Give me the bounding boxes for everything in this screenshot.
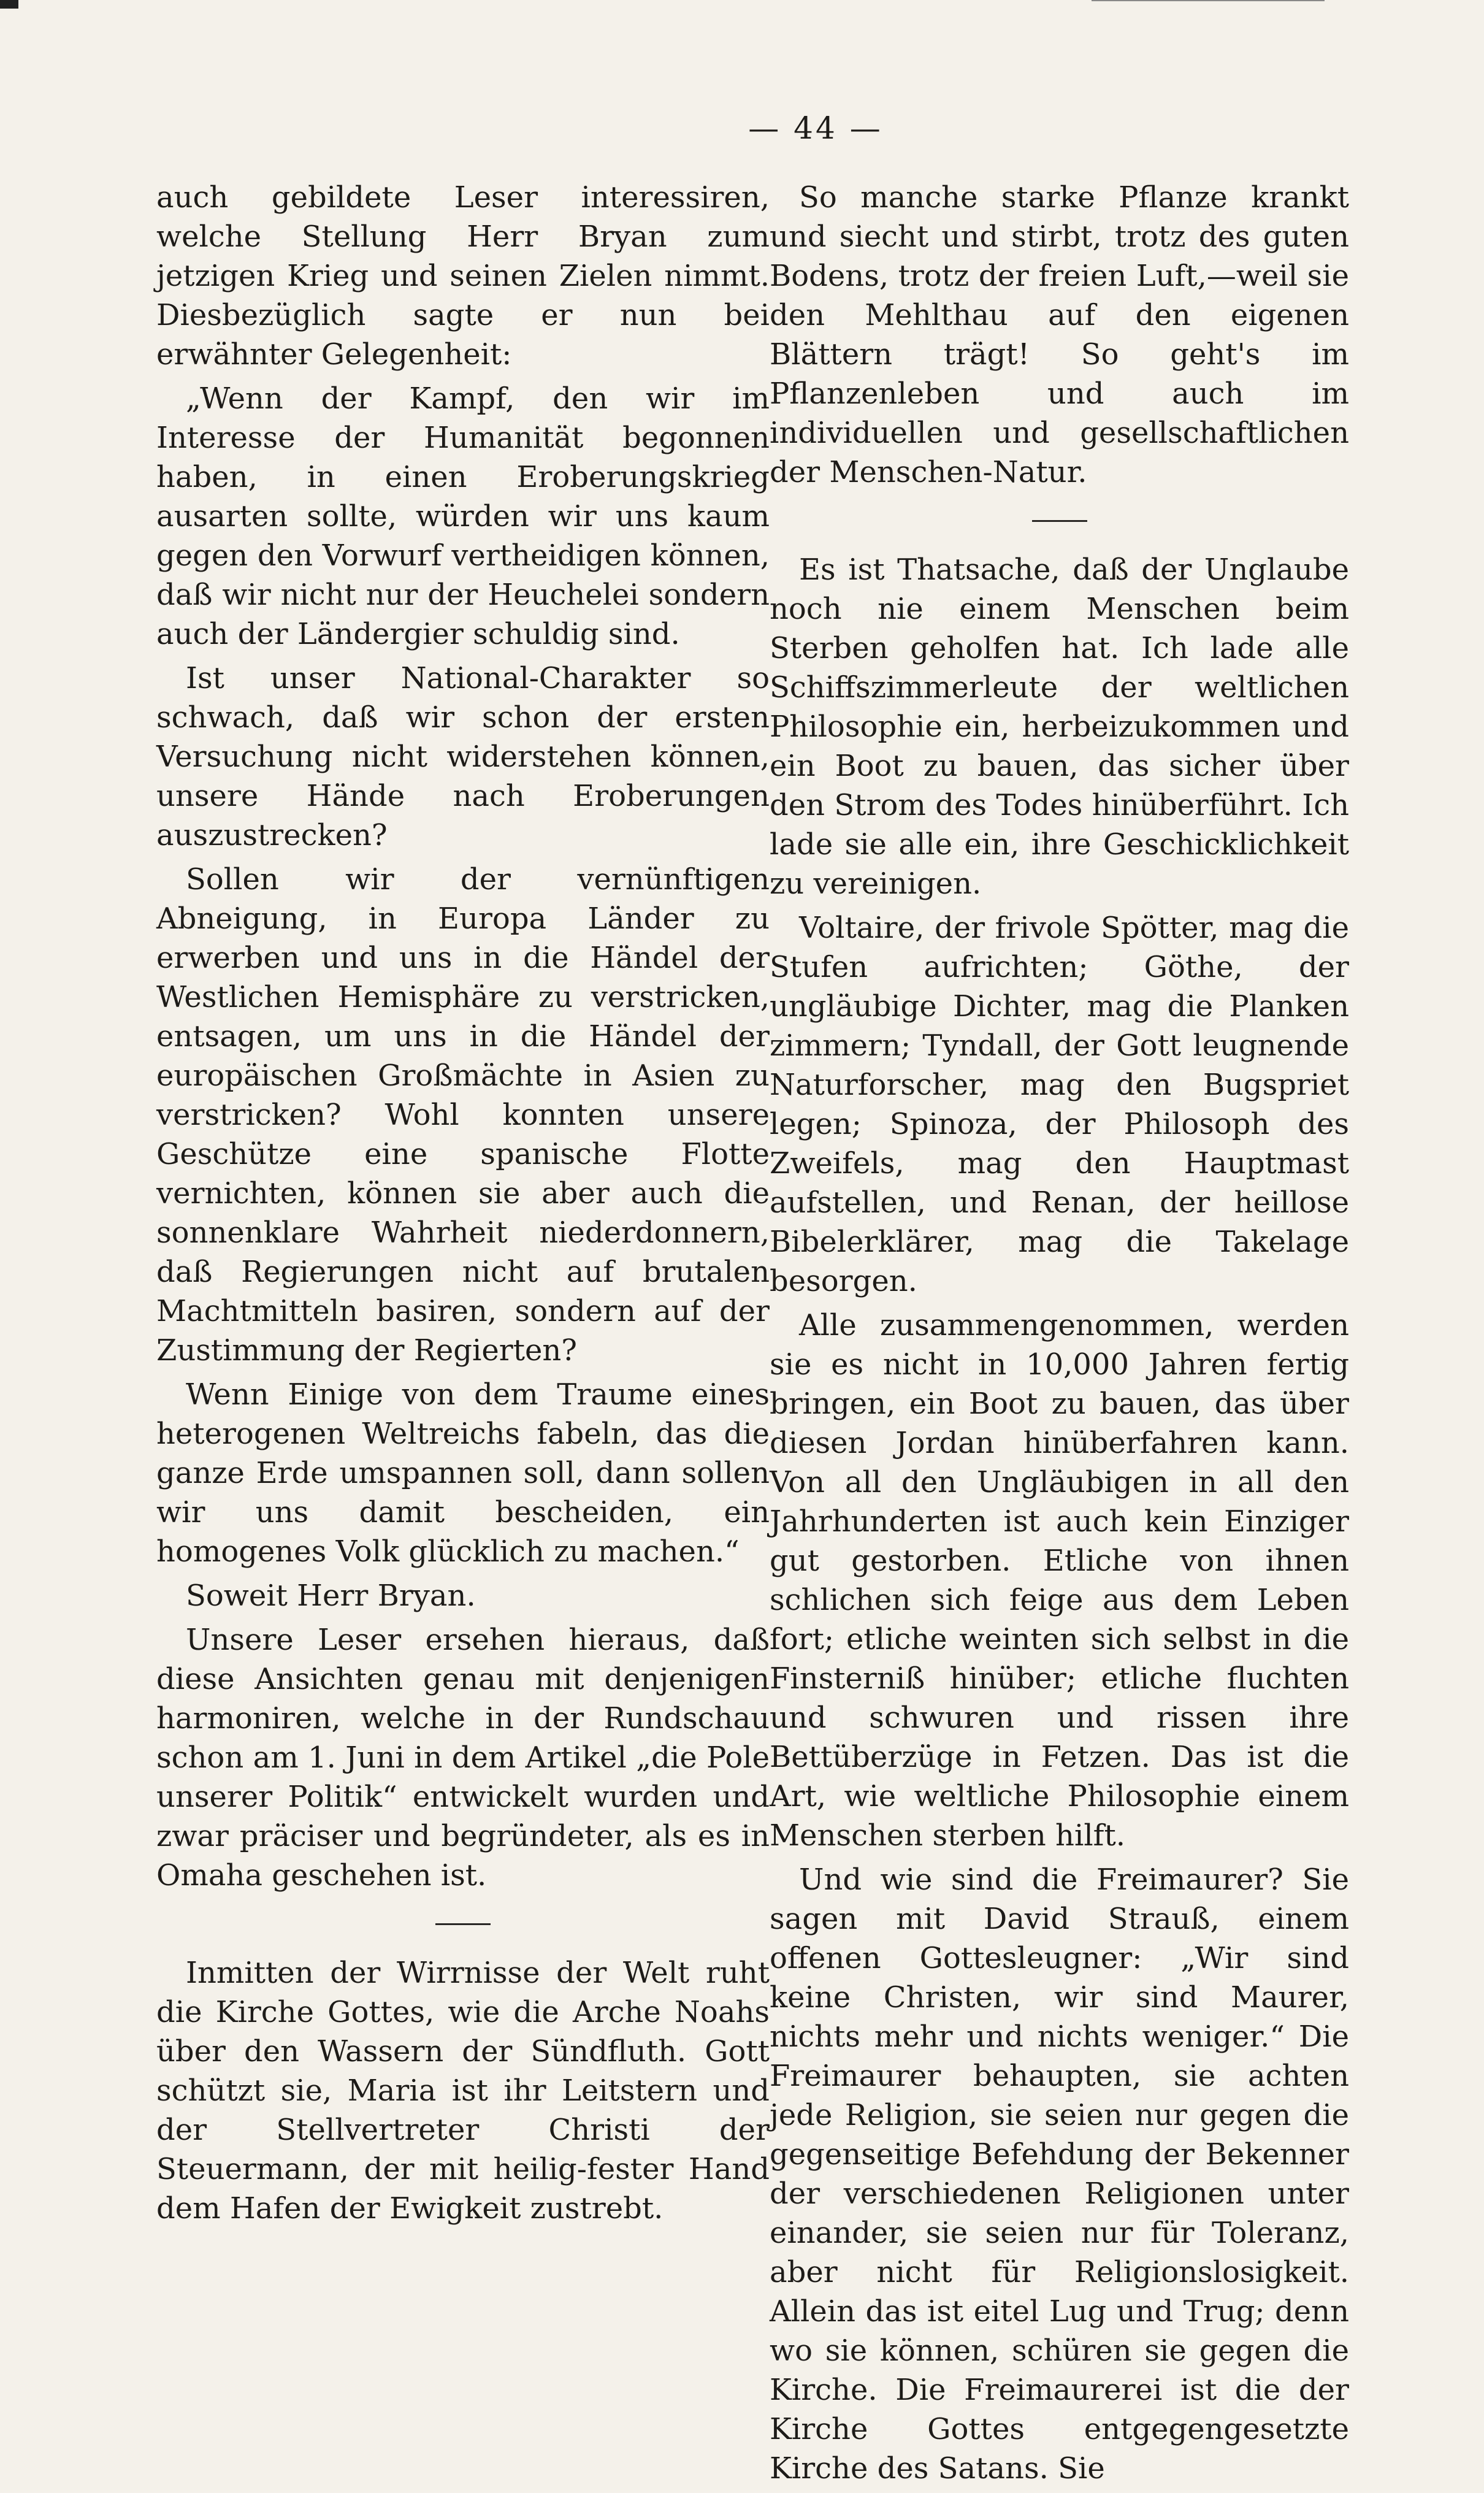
left-column: [156, 178, 770, 2233]
paragraph: „Wenn der Kampf, den wir im Interesse der Humanität begonnen haben, in einen Eroberungskrieg ausarten sollte, würden wir uns kaum gegen den Vorwurf vertheidigen können, daß wir nicht nur der Heuchelei sondern auch der Ländergier schuldig sind.: [156, 381, 770, 651]
paragraph: Unsere Leser ersehen hieraus, daß diese Ansichten genau mit denjenigen harmoniren, welche in der Rundschau schon am 1. Juni in dem Artikel „die Pole unserer Politik“ entwickelt wurden und zwar präciser und begründeter, als es in Omaha geschehen ist.: [156, 1623, 770, 1893]
paragraph: Und wie sind die Freimaurer? Sie sagen mit David Strauß, einem offenen Gottesleugner: „Wir sind keine Christen, wir sind Maurer, nichts mehr und nichts weniger.“ Die Freimaurer behaupten, sie achten jede Religion, sie seien nur gegen die gegenseitige Befehdung der Bekenner der verschiedenen Religionen unter einander, sie seien nur für Toleranz, aber nicht für Religionslosigkeit. Allein das ist eitel Lug und Trug; denn wo sie können, schüren sie gegen die Kirche. Die Freimaurerei ist die der Kirche Gottes entgegengesetzte Kirche des Satans. Sie: [770, 1863, 1349, 2486]
paragraph: Ist unser National-Charakter so schwach, daß wir schon der ersten Versuchung nicht widerstehen können, unsere Hände nach Eroberungen auszustrecken?: [156, 661, 770, 852]
paragraph: Voltaire, der frivole Spötter, mag die Stufen aufrichten; Göthe, der ungläubige Dichter, mag die Planken zimmern; Tyndall, der Gott leugnende Naturforscher, mag den Bugspriet legen; Spinoza, der Philosoph des Zweifels, mag den Hauptmast aufstellen, und Renan, der heillose Bibelerklärer, mag die Takelage besorgen.: [770, 911, 1349, 1298]
paragraph: Es ist Thatsache, daß der Unglaube noch nie einem Menschen beim Sterben geholfen hat. Ich lade alle Schiffszimmerleute der weltlichen Philosophie ein, herbeizukommen und ein Boot zu bauen, das sicher über den Strom des Todes hinüberführt. Ich lade sie alle ein, ihre Geschicklichkeit zu vereinigen.: [770, 553, 1349, 901]
scan-edge-mark: [0, 0, 18, 9]
paragraph: Inmitten der Wirrnisse der Welt ruht die Kirche Gottes, wie die Arche Noahs über den Wassern der Sündfluth. Gott schützt sie, Maria ist ihr Leitstern und der Stellvertreter Christi der Steuermann, der mit heilig-fester Hand dem Hafen der Ewigkeit zustrebt.: [156, 1956, 770, 2226]
paragraph: Soweit Herr Bryan.: [186, 1579, 476, 1613]
right-column: [770, 178, 1349, 2493]
scan-top-border: [1092, 0, 1325, 7]
paragraph: So manche starke Pflanze krankt und siecht und stirbt, trotz des guten Bodens, trotz der freien Luft,—weil sie den Mehlthau auf den eigenen Blättern trägt! So geht's im Pflanzenleben und auch im individuellen und gesellschaftlichen der Menschen-Natur.: [770, 180, 1349, 489]
paragraph: auch gebildete Leser interessiren, welche Stellung Herr Bryan zum jetzigen Krieg und seinen Zielen nimmt. Diesbezüglich sagte er nun bei erwähnter Gelegenheit:: [156, 180, 770, 372]
section-divider: [435, 1923, 491, 1925]
paragraph: Wenn Einige von dem Traume eines heterogenen Weltreichs fabeln, das die ganze Erde umspannen soll, dann sollen wir uns damit bescheiden, ein homogenes Volk glücklich zu machen.“: [156, 1377, 770, 1569]
page-number: — 44 —: [748, 110, 883, 146]
paragraph: Sollen wir der vernünftigen Abneigung, in Europa Länder zu erwerben und uns in die Händel der Westlichen Hemisphäre zu verstricken, entsagen, um uns in die Händel der europäischen Großmächte in Asien zu verstricken? Wohl konnten unsere Geschütze eine spanische Flotte vernichten, können sie aber auch die sonnenklare Wahrheit niederdonnern, daß Regierungen nicht auf brutalen Machtmitteln basiren, sondern auf der Zustimmung der Regierten?: [156, 862, 770, 1368]
paragraph: Alle zusammengenommen, werden sie es nicht in 10,000 Jahren fertig bringen, ein Boot zu bauen, das über diesen Jordan hinüberfahren kann. Von all den Ungläubigen in all den Jahrhunderten ist auch kein Einziger gut gestorben. Etliche von ihnen schlichen sich feige aus dem Leben fort; etliche weinten sich selbst in die Finsterniß hinüber; etliche fluchten und schwuren und rissen ihre Bettüberzüge in Fetzen. Das ist die Art, wie weltliche Philosophie einem Menschen sterben hilft.: [770, 1308, 1349, 1853]
section-divider: [1032, 520, 1087, 522]
